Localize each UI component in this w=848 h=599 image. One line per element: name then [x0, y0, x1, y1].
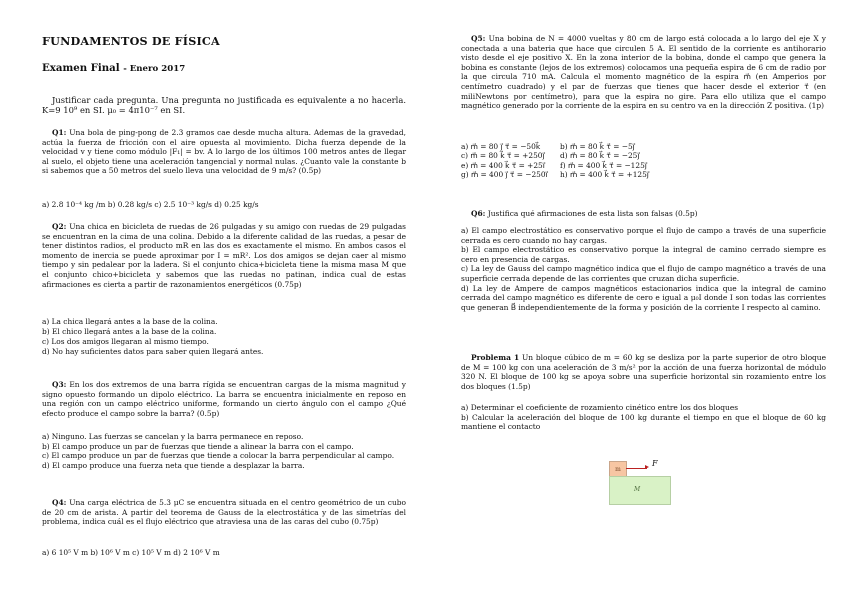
- force-arrow-shaft: [626, 468, 647, 469]
- large-block: [609, 476, 671, 505]
- problem-1: [461, 353, 826, 391]
- question-2-label: Q2:: [52, 222, 67, 231]
- question-5-option-row: [461, 161, 649, 170]
- exam-label: Examen Final: [42, 62, 120, 74]
- question-6-label: Q6:: [471, 209, 486, 218]
- exam-date: - Enero 2017: [123, 64, 186, 74]
- question-3-label: Q3:: [52, 380, 67, 389]
- question-2-text: Una chica en bicicleta de ruedas de 26 pulgadas y su amigo con ruedas de 29 pulgadas se encuentran en la cima de una colina. Debido a la diferente calidad de las ruedas, a pesar de tener distintos radios, el producto mR en las dos es exactamente el mismo. En ambos casos el momento de inercia se puede aproximar por I = mR². Los dos amigos se dejan caer al mismo tiempo y sin pedalear por la ladera. Si el conjunto chica+bicicleta tiene la misma masa M que el conjunto chico+bicicleta y sabemos que las ruedas no patinan, indica cual de estas afirmaciones es cierta a partir de razonamientos energéticos (0.75p): [42, 222, 406, 289]
- question-4-text: Una carga eléctrica de 5.3 μC se encuentra situada en el centro geométrico de un cubo de 20 cm de arista. A partir del teorema de Gauss de la electrostática y de las simetrías del problema, indica cuál es el flujo eléctrico que atraviesa una de las caras del cubo (0.75p): [42, 498, 406, 527]
- question-5-option-row: [461, 142, 649, 151]
- question-4-options: a) 6 10⁵ V m b) 10⁶ V m c) 10⁵ V m d) 2 10⁶ V m: [42, 548, 220, 557]
- force-arrow-head: [645, 465, 649, 469]
- question-5: [461, 34, 826, 111]
- question-5-option-g: g) m⃗ = 400 j⃗ τ⃗ = −250i⃗: [461, 170, 548, 180]
- exam-heading: [42, 62, 185, 74]
- question-5-options: [461, 142, 649, 180]
- force-label: F: [652, 459, 658, 468]
- small-block-label: m: [615, 466, 621, 473]
- question-3: [42, 380, 406, 418]
- question-5-option-c: c) m⃗ = 80 k⃗ τ⃗ = +250j⃗: [461, 151, 545, 161]
- question-5-option-row: [461, 151, 649, 160]
- instructions: Justificar cada pregunta. Una pregunta no justificada es equivalente a no hacerla. K=9 10⁹ en SI. μ₀ = 4π10⁻⁷ en SI.: [42, 95, 406, 116]
- question-5-option-f: f) m⃗ = 400 k⃗ τ⃗ = −125j⃗: [560, 160, 647, 170]
- question-5-option-h: h) m⃗ = 400 k⃗ τ⃗ = +125j⃗: [560, 170, 649, 180]
- question-6-statement-c: c) La ley de Gauss del campo magnético indica que el flujo de campo magnético a través de una superficie cerrada depende de las corrientes que cruzan dicha superficie.: [461, 264, 826, 283]
- question-6-statement-b: b) El campo electrostático es conservativo porque la integral de camino cerrado siempre es cero en presencia de cargas.: [461, 245, 826, 264]
- question-6-statements: [461, 226, 826, 312]
- question-1-options: a) 2.8 10⁻⁴ kg /m b) 0.28 kg/s c) 2.5 10⁻³ kg/s d) 0.25 kg/s: [42, 200, 259, 209]
- question-2-option-d: d) No hay suficientes datos para saber quien llegará antes.: [42, 347, 264, 356]
- large-block-label: M: [634, 486, 641, 493]
- question-6-text: Justifica qué afirmaciones de esta lista son falsas (0.5p): [487, 209, 698, 218]
- question-2-option-c: c) Los dos amigos llegaran al mismo tiempo.: [42, 337, 209, 346]
- question-6-statement-a: a) El campo electrostático es conservativo porque el flujo de campo a través de una superficie cerrada es cero cuando no hay cargas.: [461, 226, 826, 245]
- question-3-option-a: a) Ninguno. Las fuerzas se cancelan y la barra permanece en reposo.: [42, 432, 304, 441]
- question-1-label: Q1:: [52, 128, 67, 137]
- question-1-text: Una bola de ping-pong de 2.3 gramos cae desde mucha altura. Ademas de la gravedad, actúa la fuerza de fricción con el aire opuesta al movimiento. Dicha fuerza depende de la velocidad v y tiene como módulo |F₁| = bv. A lo largo de los últimos 100 metros antes de llegar al suelo, el objeto tiene una aceleración tangencial y normal nulas. ¿Cuanto vale la constante b si sabemos que a 50 metros del suelo lleva una velocidad de 9 m/s? (0.5p): [42, 128, 406, 176]
- problem-1-label: Problema 1: [471, 353, 520, 362]
- question-2-option-a: a) La chica llegará antes a la base de la colina.: [42, 317, 218, 326]
- question-5-option-a: a) m⃗ = 80 j⃗ τ⃗ = −50k⃗: [461, 142, 541, 151]
- question-3-option-d: d) El campo produce una fuerza neta que tiende a desplazar la barra.: [42, 460, 305, 470]
- question-2: [42, 222, 406, 289]
- question-3-options: [42, 432, 406, 470]
- question-6-statement-d: d) La ley de Ampere de campos magnéticos estacionarios indica que la integral de camino cerrada del campo magnético es diferente de cero e igual a μ₀I donde I son todas las corrientes que generan B⃗ independientemente de la forma y posición de la corriente I respecto al camino.: [461, 283, 826, 312]
- question-5-text: Una bobina de N = 4000 vueltas y 80 cm de largo está colocada a lo largo del eje X y conectada a una bateria que hace que circulen 5 A. El sentido de la corriente es antihorario visto desde el eje positivo X. En la zona interior de la bobina, donde el campo que genera la bobina es constante (lejos de los extremos) colocamos una pequeña espira de 6 cm de radio por la que circula 710 mA. Calcula el momento magnético de la espira m⃗ (en Amperios por centímetro cuadrado) y el par de fuerzas que tienes que hacer desde el exterior τ⃗ (en miliNewtons por centímetro), para que la espira no gire. Para ello utiliza que el campo magnético generado por la corriente de la espira en su centro va en la dirección Z positiva. (1p): [461, 34, 826, 111]
- question-5-label: Q5:: [471, 34, 486, 43]
- problem-1-task-a: a) Determinar el coeficiente de rozamiento cinético entre los dos bloques: [461, 403, 739, 412]
- question-5-option-d: d) m⃗ = 80 k⃗ τ⃗ = −25j⃗: [560, 151, 640, 161]
- problem-1-task-b: b) Calcular la aceleración del bloque de 100 kg durante el tiempo en que el bloque de 60 kg mantiene el contacto: [461, 412, 826, 432]
- document-title: FUNDAMENTOS DE FÍSICA: [42, 34, 220, 48]
- question-3-option-b: b) El campo produce un par de fuerzas que tiende a alinear la barra con el campo.: [42, 441, 354, 451]
- question-3-option-c: c) El campo produce un par de fuerzas que tiende a colocar la barra perpendicular al campo.: [42, 451, 395, 461]
- question-4: [42, 498, 406, 527]
- question-5-option-b: b) m⃗ = 80 k⃗ τ⃗ = −5j⃗: [560, 142, 635, 151]
- problem-1-text: Un bloque cúbico de m = 60 kg se desliza por la parte superior de otro bloque de M = 100 kg con una aceleración de 3 m/s² por la acción de una fuerza horizontal de módulo 320 N. El bloque de 100 kg se apoya sobre una superficie horizontal sin rozamiento entre los dos bloques (1.5p): [461, 353, 826, 391]
- question-1: [42, 128, 406, 176]
- question-2-option-b: b) El chico llegará antes a la base de la colina.: [42, 327, 217, 336]
- question-6: [461, 209, 826, 219]
- question-4-label: Q4:: [52, 498, 67, 507]
- question-3-text: En los dos extremos de una barra rígida se encuentran cargas de la misma magnitud y signo opuesto formando un dipolo eléctrico. La barra se encuentra inicialmente en reposo en una región con un campo eléctrico uniforme, formando un cierto ángulo con el campo ¿Qué efecto produce el campo sobre la barra? (0.5p): [42, 380, 406, 418]
- blocks-figure: [589, 453, 679, 515]
- question-5-option-row: [461, 170, 649, 179]
- problem-1-tasks: [461, 403, 826, 432]
- question-5-option-e: e) m⃗ = 400 k⃗ τ⃗ = +25i⃗: [461, 160, 545, 170]
